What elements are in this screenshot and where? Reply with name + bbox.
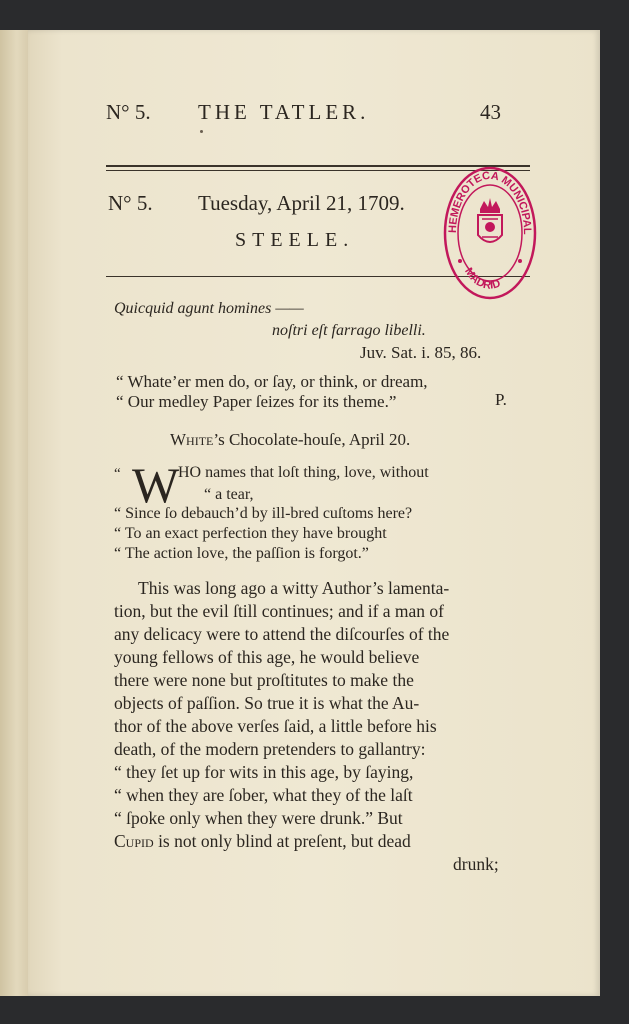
dateline-rest: ’s Chocolate-houſe, April 20. [213,430,411,449]
body-line-1: This was long ago a witty Author’s lamenta- [138,578,450,598]
crown-icon [480,198,500,213]
motto-line-1: Quicquid agunt homines —— [114,300,304,317]
book-page [28,30,600,996]
poem-line-2: “ a tear, [204,486,254,503]
body-line-8: death, of the modern pretenders to gallantry: [114,739,426,759]
poem-line-1: HO names that loſt thing, love, without [178,464,429,481]
page-number: 43 [480,100,501,124]
issue-date: Tuesday, April 21, 1709. [198,191,405,215]
library-stamp [442,165,538,301]
stamp-star-left [458,259,462,263]
running-head-number: N° 5. [106,100,151,124]
body-line-12 [114,831,411,852]
motto-citation: Juv. Sat. i. 85, 86. [360,343,482,362]
motto-line-2: noſtri eſt farrago libelli. [272,322,426,339]
coat-of-arms-icon [478,215,502,242]
dateline [170,430,410,450]
body-line-6: objects of paſſion. So true it is what the Au- [114,693,420,713]
stamp-arc-text: HEMEROTECA MUNICIPAL [446,169,534,235]
issue-number: N° 5. [108,191,153,215]
body-line-13: drunk; [453,854,499,874]
body-line-3: any delicacy were to attend the diſcourſes of the [114,624,450,644]
drop-cap: W [132,457,180,513]
body-line-7: thor of the above verſes ſaid, a little before his [114,716,437,736]
translation-line-2: “ Our medley Paper ſeizes for its theme.” [116,392,397,411]
running-head-title: THE TATLER. [198,100,370,124]
left-page-edge [0,30,29,996]
body-line-4: young fellows of this age, he would believe [114,647,420,667]
body-line-9: “ they ſet up for wits in this age, by ſaying, [114,762,414,782]
body-line-12-rest: is not only blind at preſent, but dead [153,831,411,851]
poem-line-3: “ Since ſo debauch’d by ill-bred cuſtoms here? [114,505,413,522]
cupid-small-caps: Cupid [114,831,154,851]
stamp-star-right [518,259,522,263]
dateline-place: White [170,430,214,449]
stamp-bottom-text: MADRID [462,265,503,292]
ink-dot [200,130,203,133]
translation-line-1: “ Whate’er men do, or ſay, or think, or dream, [116,372,428,391]
body-line-5: there were none but proſtitutes to make the [114,670,414,690]
body-line-10: “ when they are ſober, what they of the laſt [114,785,413,805]
translation-signature: P. [495,390,507,409]
poem-line-4: “ To an exact perfection they have brought [114,525,387,542]
poem-open-quote: “ [114,466,121,482]
issue-author: STEELE. [235,229,355,251]
poem-line-5: “ The action love, the paſſion is forgot.” [114,545,369,562]
body-line-2: tion, but the evil ſtill continues; and if a man of [114,601,445,621]
body-line-11: “ ſpoke only when they were drunk.” But [114,808,403,828]
